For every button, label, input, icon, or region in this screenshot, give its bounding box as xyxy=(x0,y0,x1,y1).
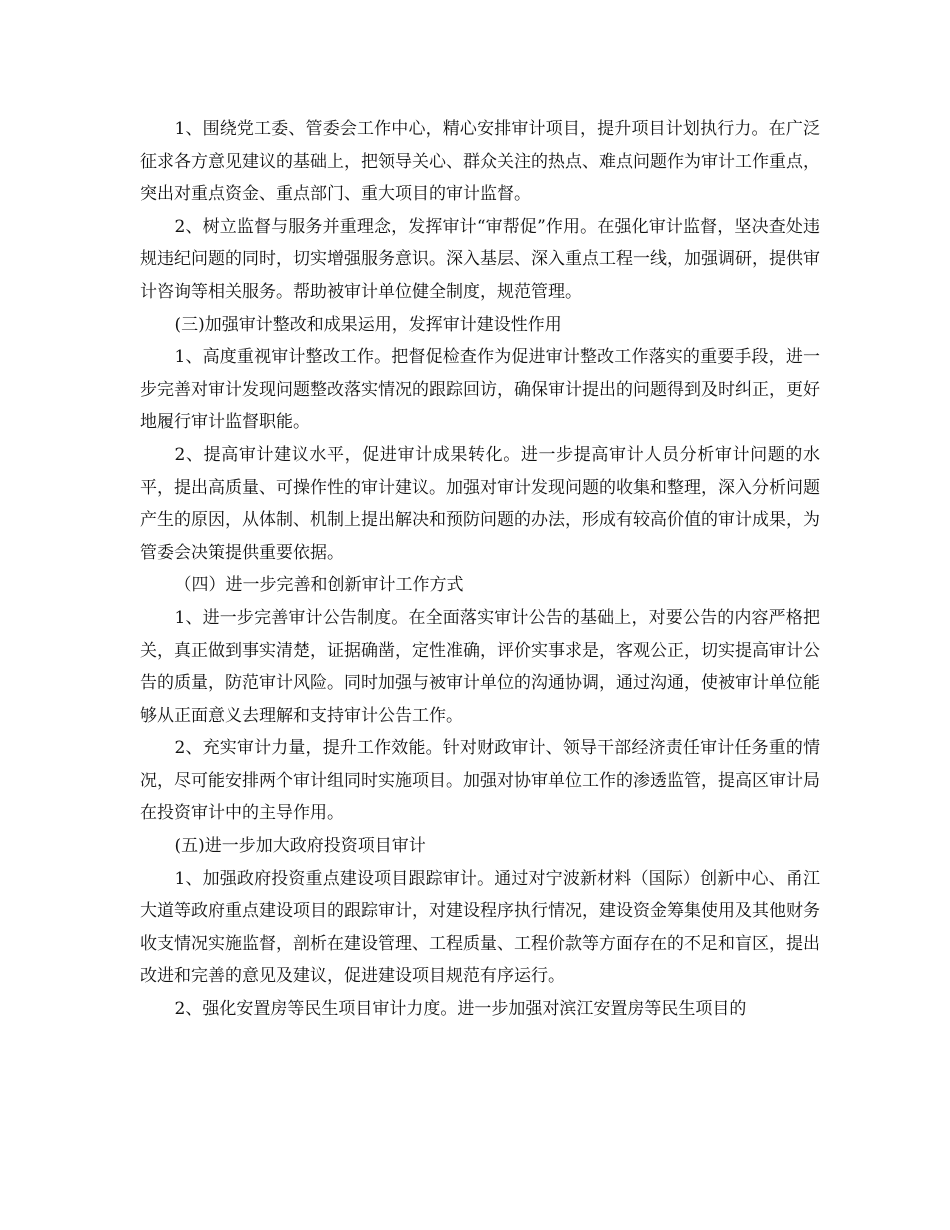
paragraph-2: 2、树立监督与服务并重理念，发挥审计“审帮促”作用。在强化审计监督，坚决查处违规违纪问题的同时，切实增强服务意识。深入基层、深入重点工程一线，加强调研，提供审计咨询等相关服务。帮助被审计单位健全制度，规范管理。 xyxy=(140,216,820,302)
paragraph-7: 1、加强政府投资重点建设项目跟踪审计。通过对宁波新材料（国际）创新中心、甬江大道等政府重点建设项目的跟踪审计，对建设程序执行情况，建设资金筹集使用及其他财务收支情况实施监督，剖析在建设管理、工程质量、工程价款等方面存在的不足和盲区，提出改进和完善的意见及建议，促进建设项目规范有序运行。 xyxy=(140,868,820,987)
paragraph-5: 1、进一步完善审计公告制度。在全面落实审计公告的基础上，对要公告的内容严格把关，真正做到事实清楚，证据确凿，定性准确，评价实事求是，客观公正，切实提高审计公告的质量，防范审计风险。同时加强与被审计单位的沟通协调，通过沟通，使被审计单位能够从正面意义去理解和支持审计公告工作。 xyxy=(140,607,820,726)
paragraph-1: 1、围绕党工委、管委会工作中心，精心安排审计项目，提升项目计划执行力。在广泛征求各方意见建议的基础上，把领导关心、群众关注的热点、难点问题作为审计工作重点，突出对重点资金、重点部门、重大项目的审计监督。 xyxy=(140,119,820,205)
section-heading-3: (三)加强审计整改和成果运用，发挥审计建设性作用 xyxy=(174,314,562,335)
paragraph-8: 2、强化安置房等民生项目审计力度。进一步加强对滨江安置房等民生项目的 xyxy=(174,999,747,1020)
section-heading-4: （四）进一步完善和创新审计工作方式 xyxy=(174,575,464,596)
paragraph-3: 1、高度重视审计整改工作。把督促检查作为促进审计整改工作落实的重要手段，进一步完善对审计发现问题整改落实情况的跟踪回访，确保审计提出的问题得到及时纠正，更好地履行审计监督职能。 xyxy=(140,347,820,433)
paragraph-6: 2、充实审计力量，提升工作效能。针对财政审计、领导干部经济责任审计任务重的情况，尽可能安排两个审计组同时实施项目。加强对协审单位工作的渗透监管，提高区审计局在投资审计中的主导作用。 xyxy=(140,738,820,824)
paragraph-4: 2、提高审计建议水平，促进审计成果转化。进一步提高审计人员分析审计问题的水平，提出高质量、可操作性的审计建议。加强对审计发现问题的收集和整理，深入分析问题产生的原因，从体制、机制上提出解决和预防问题的办法，形成有较高价值的审计成果，为管委会决策提供重要依据。 xyxy=(140,444,820,563)
document-body xyxy=(140,113,820,1026)
section-heading-5: (五)进一步加大政府投资项目审计 xyxy=(174,836,426,857)
